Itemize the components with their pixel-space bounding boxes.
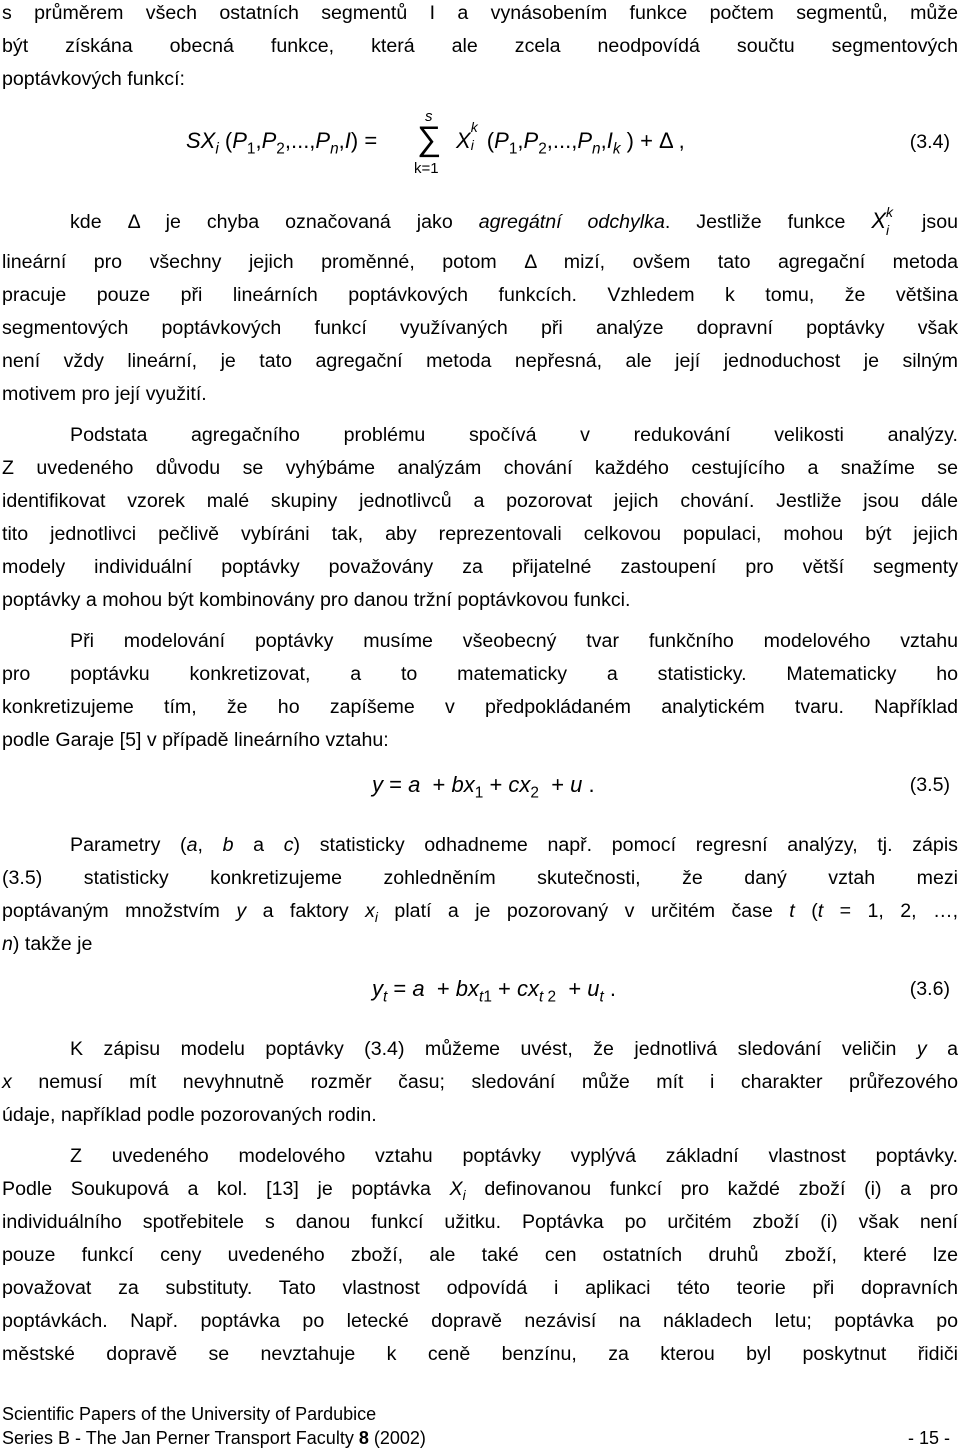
math-var: x [2,1071,12,1093]
text-line: modely individuální poptávky považovány za přijatelné zastoupení pro větší segmenty [2,556,958,578]
text-line: pracuje pouze při lineárních poptávkových funkcích. Vzhledem k tomu, že většina [2,284,958,306]
text-span: ) takže je [12,933,93,955]
math-var: a [186,834,198,856]
page-number: - 15 - [907,1428,950,1448]
math-var: y [236,900,247,922]
text-line [2,931,958,957]
delta-symbol: Δ [524,251,537,273]
math-var: n [2,933,13,955]
equation-rhs: X k i ($P_1,P_2,...,P_n,I_k$ ) + Δ , [456,119,685,158]
text-line: poptávkových funkcí: [2,68,185,90]
equation-3-5: $y = a + bx_1 + cx_2 + u$ . [372,772,595,802]
text-line: poptávkách. Např. poptávka po letecké dopravě nezávisí na nákladech letu; poptávka po [2,1310,958,1332]
text-line: Při modelování poptávky musíme všeobecný tvar funkčního modelového vztahu [70,630,958,652]
footer-year: (2002) [368,1428,426,1448]
text-span: je chyba označovaná jako [165,211,453,233]
text-line: pro poptávku konkretizovat, a to matematicky a statisticky. Matematicky ho [2,663,958,685]
footer-series-text: Series B - The Jan Perner Transport Faculty [2,1428,359,1448]
equation-number: (3.5) [909,774,950,796]
equation-lhs: $SX_i$ $(P_1,P_2,...,P_n,I)$ = [186,128,378,158]
text-span: K zápisu modelu poptávky (3.4) můžeme uvést, že jednotlivá sledování veličin [70,1038,897,1060]
text-span: ) statisticky odhadneme např. pomocí regresní analýzy, tj. zápis [293,834,958,856]
text-span: . Jestliže funkce [664,211,846,233]
equation-number: (3.4) [909,131,950,153]
text-line: poptávky a mohou být kombinovány pro danou tržní poptávkovou funkci. [2,589,631,611]
text-line [70,832,958,858]
text-span: mizí, ovšem tato agregační metoda [563,251,958,273]
text-line: konkretizujeme tím, že ho zapíšeme v předpokládaném analytickém tvaru. Například [2,696,958,718]
text-line [2,249,958,275]
footer-series [2,1426,426,1450]
text-span: definovanou funkcí pro každé zboží (i) a pro [484,1178,958,1200]
text-line: s průměrem všech ostatních segmentů I a vynásobením funkce počtem segmentů, může [2,2,958,24]
sum-symbol: ∑ [417,120,442,158]
text-span: nemusí mít nevyhnutně rozměr času; sledování může mít i charakter průřezového [38,1071,958,1093]
text-line [2,1176,958,1202]
text-line: považovat za substituty. Tato vlastnost odpovídá i aplikaci této teorie při dopravních [2,1277,958,1299]
math-var: x [365,900,375,922]
text-span: = 1, 2, …, [823,900,959,922]
text-line: není vždy lineární, je tato agregační metoda nepřesná, ale její jednoduchost je silným [2,350,958,372]
text-line: Z uvedeného důvodu se vyhýbáme analýzám chování každého cestujícího a snažíme se [2,457,958,479]
text-line [2,898,958,924]
text-span: Parametry ( [70,834,187,856]
sum-lower-limit: k=1 [414,160,439,177]
math-x-i-k: X k i [871,204,894,239]
math-var: b [222,834,234,856]
text-line: být získána obecná funkce, která ale zcela neodpovídá součtu segmentových [2,35,958,57]
delta-symbol: Δ [127,211,140,233]
text-span: ( [811,900,818,922]
math-var: t [817,900,824,922]
footer-volume: 8 [358,1428,369,1448]
text-line: tito jednotlivci pečlivě vybíráni tak, aby reprezentovali celkovou populaci, mohou být jejich [2,523,958,545]
text-line: městské dopravě se nevztahuje k ceně benzínu, za kterou byl poskytnut řidiči [2,1343,958,1365]
text-span: a [947,1038,958,1060]
emphasis: agregátní odchylka [478,211,665,233]
text-line: individuálního spotřebitele s danou funkcí užitku. Poptávka po určitém zboží (i) však není [2,1211,958,1233]
text-line: motivem pro její využití. [2,383,207,405]
math-var: y [916,1038,927,1060]
text-line: segmentových poptávkových funkcí využívaných při analýze dopravní poptávky však [2,317,958,339]
text-span: , [197,834,223,856]
math-var: X [449,1178,463,1200]
sum-upper-limit: s [425,108,433,125]
text-span: kde [70,211,102,233]
text-span: a faktory [262,900,349,922]
text-line [70,1036,958,1062]
text-line: podle Garaje [5] v případě lineárního vztahu: [2,729,389,751]
text-span: platí a je pozorovaný v určitém čase [394,900,773,922]
text-span: lineární pro všechny jejich proměnné, potom [2,251,497,273]
text-line: (3.5) statisticky konkretizujeme zohledněním skutečnosti, že daný vztah mezi [2,867,958,889]
text-span: Podle Soukupová a kol. [13] je poptávka [2,1178,431,1200]
text-line: pouze funkcí ceny uvedeného zboží, ale také cen ostatních druhů zboží, které lze [2,1244,958,1266]
text-span: a [233,834,284,856]
text-span: poptávaným množstvím [2,900,220,922]
text-line [70,204,958,239]
math-var: c [283,834,294,856]
text-span: jsou [922,211,958,233]
text-line: údaje, například podle pozorovaných rodin. [2,1104,377,1126]
math-subscript: i [462,1187,466,1203]
footer-journal: Scientific Papers of the University of Pardubice [2,1404,377,1424]
math-var: t [789,900,795,922]
text-line: Z uvedeného modelového vztahu poptávky vyplývá základní vlastnost poptávky. [70,1145,958,1167]
text-line [2,1069,958,1095]
text-line: identifikovat vzorek malé skupiny jednotlivců a pozorovat jejich chování. Jestliže jsou dále [2,490,958,512]
equation-3-6: $y_t = a + bx_{t1} + cx_{t 2} + u_t$ . [372,976,617,1006]
equation-number: (3.6) [909,978,950,1000]
text-line: Podstata agregačního problému spočívá v redukování velikosti analýzy. [70,424,958,446]
math-subscript: i [374,909,378,925]
